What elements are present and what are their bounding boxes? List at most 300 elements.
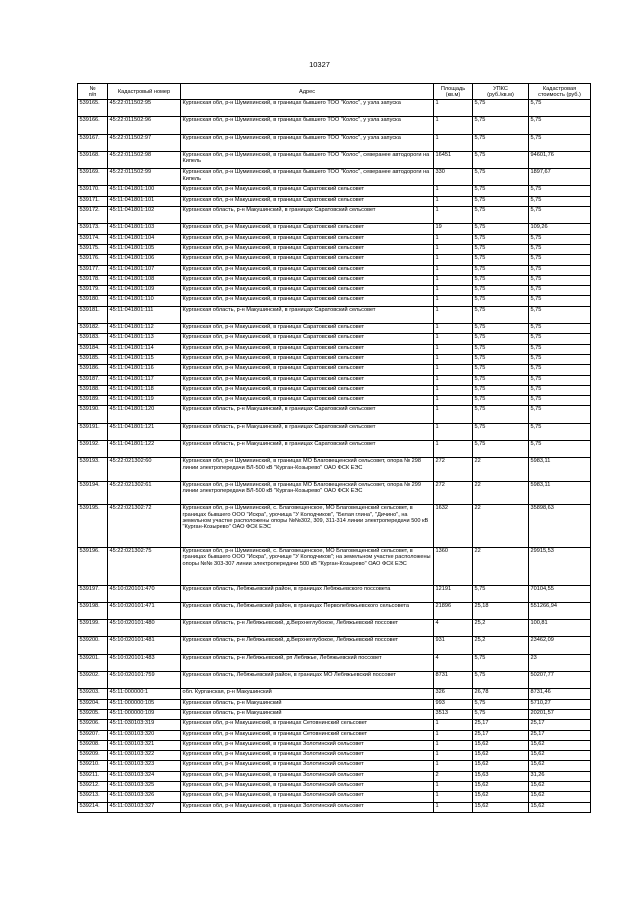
table-row: [78, 699, 591, 709]
cell-cadastral-number: 45:11:000000:109: [108, 709, 181, 719]
table-row: [78, 602, 591, 619]
table-row: [78, 396, 591, 406]
cell-area: 19: [434, 224, 473, 234]
cell-area: 1: [434, 740, 473, 750]
table-row: [78, 385, 591, 395]
cell-area: 4: [434, 654, 473, 671]
cell-num: 539202.: [78, 672, 108, 689]
cell-num: 539173.: [78, 224, 108, 234]
cell-cadastral-cost: 15,62: [529, 782, 591, 792]
cell-address: Курганская обл, р-н Шумихинский, в границах бывшего ТОО "Колос", северанее автодороги на Кипель: [181, 169, 434, 186]
cell-upks: 5,75: [473, 396, 529, 406]
header-cadastral-cost: [529, 84, 591, 100]
cell-num: 539190.: [78, 406, 108, 423]
table-row: [78, 207, 591, 224]
table-row: [78, 792, 591, 802]
cell-num: 539179.: [78, 286, 108, 296]
cell-upks: 25,17: [473, 730, 529, 740]
cell-cadastral-number: 45:10:020101:759: [108, 672, 181, 689]
cell-cadastral-cost: 50207,77: [529, 672, 591, 689]
cell-area: 1: [434, 344, 473, 354]
table-row: [78, 286, 591, 296]
cell-num: 539199.: [78, 620, 108, 637]
cell-address: Курганская обл, р-н Макушинский, в границах Саратовский сельсовет: [181, 196, 434, 206]
cell-cadastral-cost: 5,75: [529, 234, 591, 244]
cell-cadastral-cost: 35898,63: [529, 505, 591, 548]
cell-address: Курганская область, Лебяжьевский район, в границах МО Лебяжьевский поссовет: [181, 672, 434, 689]
cell-cadastral-cost: 5,75: [529, 117, 591, 134]
cell-address: Курганская обл, р-н Макушинский, в границах Золотинский сельсовет: [181, 792, 434, 802]
cell-address: Курганская обл, р-н Макушинский, в границах Саратовский сельсовет: [181, 375, 434, 385]
cell-area: 16451: [434, 151, 473, 168]
cell-cadastral-number: 45:11:041801:115: [108, 354, 181, 364]
cell-cadastral-cost: 5,75: [529, 396, 591, 406]
cell-area: 1: [434, 334, 473, 344]
cell-upks: 5,75: [473, 354, 529, 364]
cell-cadastral-number: 45:22:011502:95: [108, 100, 181, 117]
table-body: [78, 100, 591, 813]
cell-cadastral-number: 45:10:020101:483: [108, 654, 181, 671]
cell-upks: 5,75: [473, 654, 529, 671]
cell-address: Курганская обл, р-н Макушинский, в границах Саратовский сельсовет: [181, 324, 434, 334]
cell-upks: 5,75: [473, 406, 529, 423]
cell-address: Курганская обл, р-н Макушинский, в границах Саратовский сельсовет: [181, 334, 434, 344]
cell-num: 539183.: [78, 334, 108, 344]
table-row: [78, 620, 591, 637]
cell-cadastral-number: 45:11:041801:101: [108, 196, 181, 206]
cell-upks: 5,75: [473, 151, 529, 168]
cell-upks: 5,75: [473, 196, 529, 206]
cell-cadastral-cost: 5,75: [529, 296, 591, 306]
cell-cadastral-cost: 100,81: [529, 620, 591, 637]
table-row: [78, 100, 591, 117]
cell-address: Курганская область, р-н Макушинский, в границах Саратовский сельсовет: [181, 406, 434, 423]
cell-num: 539209.: [78, 751, 108, 761]
table-row: [78, 782, 591, 792]
cell-num: 539177.: [78, 265, 108, 275]
cell-cadastral-number: 45:22:021302:61: [108, 481, 181, 504]
cell-address: Курганская обл, р-н Шумихинский, в границах МО Благовещенский сельсовет, опора № 298 линии электропередачи ВЛ-500 кВ "Курган-Козырево" ОАО ФСК ЕЭС: [181, 458, 434, 481]
cell-area: 12191: [434, 585, 473, 602]
cell-address: Курганская область, р-н Макушинский, в границах Саратовский сельсовет: [181, 441, 434, 458]
cell-address: Курганская обл, р-н Макушинский, в границах Золотинский сельсовет: [181, 771, 434, 781]
cell-upks: 5,75: [473, 385, 529, 395]
cell-num: 539169.: [78, 169, 108, 186]
cell-upks: 5,75: [473, 375, 529, 385]
cell-area: 272: [434, 481, 473, 504]
cell-cadastral-cost: 70104,55: [529, 585, 591, 602]
cell-area: 1: [434, 720, 473, 730]
cell-cadastral-cost: 5,75: [529, 255, 591, 265]
cell-cadastral-cost: 5,75: [529, 423, 591, 440]
cell-cadastral-cost: 5,75: [529, 344, 591, 354]
cell-address: Курганская обл, р-н Макушинский, в границах Золотинский сельсовет: [181, 782, 434, 792]
cell-num: 539207.: [78, 730, 108, 740]
cell-area: 1: [434, 100, 473, 117]
cell-num: 539205.: [78, 709, 108, 719]
cell-num: 539191.: [78, 423, 108, 440]
cell-area: 931: [434, 637, 473, 654]
cell-upks: 5,75: [473, 234, 529, 244]
cell-upks: 15,62: [473, 751, 529, 761]
cell-area: 1: [434, 196, 473, 206]
header-cadastral-cost-label: Кадастровая стоимость (руб.): [538, 85, 581, 98]
cell-address: Курганская обл, р-н Шумихинский, в границах бывшего ТОО "Колос", у узла запуска: [181, 117, 434, 134]
cell-address: Курганская обл, р-н Макушинский, в границах Сетовнинский сельсовет: [181, 730, 434, 740]
cell-cadastral-number: 45:11:000000:105: [108, 699, 181, 709]
cell-num: 539208.: [78, 740, 108, 750]
cell-cadastral-cost: 109,26: [529, 224, 591, 234]
header-area-label: Площадь (кв.м): [440, 85, 466, 98]
table-row: [78, 802, 591, 812]
cell-cadastral-number: 45:11:041801:103: [108, 224, 181, 234]
cell-cadastral-cost: 5,75: [529, 306, 591, 323]
cell-cadastral-cost: 5,75: [529, 354, 591, 364]
cell-upks: 5,75: [473, 423, 529, 440]
cell-num: 539171.: [78, 196, 108, 206]
cell-cadastral-cost: 5,75: [529, 275, 591, 285]
table-row: [78, 324, 591, 334]
cell-upks: 5,75: [473, 324, 529, 334]
cell-cadastral-cost: 20201,57: [529, 709, 591, 719]
cell-cadastral-number: 45:22:021302:60: [108, 458, 181, 481]
table-row: [78, 224, 591, 234]
cell-upks: 5,75: [473, 255, 529, 265]
cell-area: 1360: [434, 547, 473, 585]
cell-address: Курганская обл, р-н Макушинский, в границах Сетовнинский сельсовет: [181, 720, 434, 730]
table-row: [78, 654, 591, 671]
cell-upks: 5,75: [473, 286, 529, 296]
cell-area: 1: [434, 751, 473, 761]
table-row: [78, 720, 591, 730]
cell-area: 1: [434, 365, 473, 375]
cell-area: 1: [434, 802, 473, 812]
cell-area: 1: [434, 792, 473, 802]
cell-num: 539174.: [78, 234, 108, 244]
table-row: [78, 709, 591, 719]
cell-num: 539166.: [78, 117, 108, 134]
table-row: [78, 423, 591, 440]
cell-cadastral-cost: 5,75: [529, 244, 591, 254]
cell-cadastral-cost: 25,17: [529, 720, 591, 730]
cell-num: 539189.: [78, 396, 108, 406]
cell-upks: 5,75: [473, 365, 529, 375]
cell-cadastral-cost: 15,62: [529, 792, 591, 802]
cell-area: 1: [434, 234, 473, 244]
table-row: [78, 441, 591, 458]
cell-area: 1: [434, 385, 473, 395]
header-num: [78, 84, 108, 100]
cell-cadastral-number: 45:11:041801:117: [108, 375, 181, 385]
cadastral-table: [77, 83, 591, 813]
cell-cadastral-cost: 5,75: [529, 186, 591, 196]
cell-cadastral-cost: 8731,46: [529, 689, 591, 699]
cell-upks: 5,75: [473, 275, 529, 285]
cell-cadastral-number: 45:10:020101:481: [108, 637, 181, 654]
table-row: [78, 547, 591, 585]
cell-address: Курганская обл, р-н Макушинский, в границах Саратовский сельсовет: [181, 296, 434, 306]
cell-area: 1: [434, 296, 473, 306]
cell-area: 1: [434, 117, 473, 134]
cell-address: Курганская обл, р-н Макушинский, в границах Саратовский сельсовет: [181, 244, 434, 254]
cell-upks: 5,75: [473, 296, 529, 306]
cell-cadastral-number: 45:11:030103:324: [108, 771, 181, 781]
cell-cadastral-number: 45:11:041801:111: [108, 306, 181, 323]
cell-cadastral-cost: 23462,09: [529, 637, 591, 654]
cell-area: 8731: [434, 672, 473, 689]
cell-cadastral-cost: 1897,67: [529, 169, 591, 186]
cell-address: Курганская обл, р-н Макушинский, в границах Саратовский сельсовет: [181, 234, 434, 244]
cell-cadastral-number: 45:11:041801:119: [108, 396, 181, 406]
cell-cadastral-number: 45:10:020101:471: [108, 602, 181, 619]
cell-cadastral-number: 45:11:041801:110: [108, 296, 181, 306]
cell-upks: 15,62: [473, 740, 529, 750]
cell-cadastral-cost: 31,26: [529, 771, 591, 781]
cell-num: 539206.: [78, 720, 108, 730]
table-row: [78, 196, 591, 206]
cell-cadastral-number: 45:11:041801:113: [108, 334, 181, 344]
cell-num: 539200.: [78, 637, 108, 654]
cell-area: 1: [434, 186, 473, 196]
cell-cadastral-number: 45:11:030103:323: [108, 761, 181, 771]
cell-cadastral-cost: 5,75: [529, 406, 591, 423]
cell-upks: 5,75: [473, 709, 529, 719]
cell-address: Курганская обл, р-н Макушинский, в границах Саратовский сельсовет: [181, 286, 434, 296]
cell-cadastral-cost: 23: [529, 654, 591, 671]
cell-cadastral-cost: 5710,27: [529, 699, 591, 709]
cell-upks: 5,75: [473, 441, 529, 458]
cell-area: 1: [434, 441, 473, 458]
cell-cadastral-number: 45:11:041801:112: [108, 324, 181, 334]
cell-cadastral-number: 45:11:030103:325: [108, 782, 181, 792]
cell-cadastral-number: 45:11:041801:100: [108, 186, 181, 196]
cell-area: 2: [434, 771, 473, 781]
cell-cadastral-number: 45:22:011502:99: [108, 169, 181, 186]
cell-upks: 5,75: [473, 224, 529, 234]
cell-upks: 5,75: [473, 169, 529, 186]
cell-upks: 15,62: [473, 761, 529, 771]
cell-num: 539178.: [78, 275, 108, 285]
cell-area: 330: [434, 169, 473, 186]
cell-upks: 22: [473, 458, 529, 481]
cell-num: 539165.: [78, 100, 108, 117]
cell-cadastral-number: 45:11:030103:326: [108, 792, 181, 802]
cell-upks: 26,78: [473, 689, 529, 699]
cell-num: 539186.: [78, 365, 108, 375]
cell-cadastral-number: 45:11:041801:114: [108, 344, 181, 354]
cell-cadastral-cost: 5,75: [529, 196, 591, 206]
cell-cadastral-number: 45:10:020101:480: [108, 620, 181, 637]
table-row: [78, 761, 591, 771]
cell-address: Курганская область, Лебяжьевский район, в границах Перволебяжьевского сельсовета: [181, 602, 434, 619]
cell-cadastral-cost: 29915,53: [529, 547, 591, 585]
cell-upks: 5,75: [473, 585, 529, 602]
cell-upks: 25,2: [473, 637, 529, 654]
table-row: [78, 771, 591, 781]
cell-cadastral-number: 45:11:041801:107: [108, 265, 181, 275]
cell-upks: 15,62: [473, 792, 529, 802]
cell-area: 1: [434, 406, 473, 423]
cell-address: Курганская обл, р-н Макушинский, в границах Золотинский сельсовет: [181, 802, 434, 812]
cell-area: 272: [434, 458, 473, 481]
table-row: [78, 265, 591, 275]
cell-cadastral-number: 45:11:030103:321: [108, 740, 181, 750]
cell-address: Курганская область, р-н Лебяжьевский, рп Лебяжье, Лебяжьевский поссовет: [181, 654, 434, 671]
cell-cadastral-cost: 5,75: [529, 134, 591, 151]
cell-area: 1: [434, 354, 473, 364]
cell-address: Курганская область, р-н Макушинский: [181, 709, 434, 719]
cell-area: 1: [434, 782, 473, 792]
cell-num: 539214.: [78, 802, 108, 812]
cell-cadastral-number: 45:11:041801:106: [108, 255, 181, 265]
cell-upks: 5,75: [473, 672, 529, 689]
cell-address: Курганская обл, р-н Шумихинский, в границах бывшего ТОО "Колос", у узла запуска: [181, 100, 434, 117]
cell-area: 21896: [434, 602, 473, 619]
cell-address: Курганская обл, р-н Макушинский, в границах Саратовский сельсовет: [181, 186, 434, 196]
header-address-label: Адрес: [298, 88, 315, 95]
cell-upks: 5,75: [473, 306, 529, 323]
cell-cadastral-number: 45:22:011502:96: [108, 117, 181, 134]
cell-cadastral-number: 45:11:041801:118: [108, 385, 181, 395]
cell-num: 539204.: [78, 699, 108, 709]
table-row: [78, 255, 591, 265]
cell-area: 1: [434, 207, 473, 224]
cell-address: Курганская обл, р-н Макушинский, в границах Саратовский сельсовет: [181, 224, 434, 234]
cell-address: Курганская область, р-н Лебяжьевский, д.Верхнеглубокое, Лебяжьевский поссовет: [181, 637, 434, 654]
cell-cadastral-number: 45:11:041801:102: [108, 207, 181, 224]
cell-num: 539213.: [78, 792, 108, 802]
table-row: [78, 334, 591, 344]
cell-upks: 5,75: [473, 100, 529, 117]
cell-cadastral-number: 45:11:041801:120: [108, 406, 181, 423]
cell-address: Курганская область, р-н Макушинский, в границах Саратовский сельсовет: [181, 306, 434, 323]
cell-cadastral-cost: 5,75: [529, 207, 591, 224]
cell-area: 1632: [434, 505, 473, 548]
cell-area: 1: [434, 275, 473, 285]
table-row: [78, 672, 591, 689]
cell-cadastral-number: 45:11:030103:319: [108, 720, 181, 730]
table-row: [78, 354, 591, 364]
cell-num: 539182.: [78, 324, 108, 334]
cell-address: Курганская обл, р-н Макушинский, в границах Золотинский сельсовет: [181, 751, 434, 761]
cell-upks: 5,75: [473, 265, 529, 275]
cell-address: Курганская область, р-н Макушинский: [181, 699, 434, 709]
cell-num: 539172.: [78, 207, 108, 224]
cell-num: 539168.: [78, 151, 108, 168]
cell-address: Курганская обл, р-н Макушинский, в границах Саратовский сельсовет: [181, 354, 434, 364]
cell-area: 1: [434, 396, 473, 406]
cell-cadastral-cost: 15,62: [529, 802, 591, 812]
cell-cadastral-cost: 5,75: [529, 385, 591, 395]
cell-cadastral-cost: 5983,11: [529, 481, 591, 504]
cell-cadastral-cost: 5,75: [529, 286, 591, 296]
cell-num: 539167.: [78, 134, 108, 151]
cell-address: Курганская обл, р-н Макушинский, в границах Золотинский сельсовет: [181, 740, 434, 750]
cell-num: 539192.: [78, 441, 108, 458]
cell-cadastral-cost: 15,62: [529, 761, 591, 771]
cell-upks: 5,75: [473, 186, 529, 196]
cell-cadastral-number: 45:11:041801:116: [108, 365, 181, 375]
table-row: [78, 751, 591, 761]
cell-num: 539193.: [78, 458, 108, 481]
cell-cadastral-cost: 5,75: [529, 441, 591, 458]
cell-address: Курганская обл, р-н Макушинский, в границах Саратовский сельсовет: [181, 265, 434, 275]
cell-num: 539201.: [78, 654, 108, 671]
cell-cadastral-cost: 94601,76: [529, 151, 591, 168]
cell-cadastral-number: 45:11:041801:105: [108, 244, 181, 254]
cell-num: 539175.: [78, 244, 108, 254]
cell-upks: 5,75: [473, 334, 529, 344]
cell-cadastral-cost: 551266,94: [529, 602, 591, 619]
table-row: [78, 306, 591, 323]
table-row: [78, 740, 591, 750]
cell-cadastral-cost: 5,75: [529, 365, 591, 375]
table-row: [78, 117, 591, 134]
header-num-label: № п/п: [88, 85, 97, 98]
header-area: [434, 84, 473, 100]
cell-area: 1: [434, 265, 473, 275]
cell-upks: 22: [473, 547, 529, 585]
cell-upks: 22: [473, 481, 529, 504]
cell-address: Курганская обл, р-н Макушинский, в границах Золотинский сельсовет: [181, 761, 434, 771]
table-row: [78, 637, 591, 654]
cell-area: 1: [434, 244, 473, 254]
cell-num: 539181.: [78, 306, 108, 323]
cell-cadastral-number: 45:11:030103:320: [108, 730, 181, 740]
cell-upks: 15,62: [473, 782, 529, 792]
table-row: [78, 344, 591, 354]
cell-cadastral-number: 45:11:030103:322: [108, 751, 181, 761]
cell-area: 1: [434, 255, 473, 265]
cell-cadastral-cost: 5,75: [529, 334, 591, 344]
cell-address: Курганская область, р-н Лебяжьевский, д.Верхнеглубокое, Лебяжьевский поссовет: [181, 620, 434, 637]
cell-address: Курганская обл, р-н Шумихинский, в границах бывшего ТОО "Колос", у узла запуска: [181, 134, 434, 151]
cell-area: 1: [434, 730, 473, 740]
cell-address: Курганская обл, р-н Шумихинский, с. Благовещенское, МО Благовещенский сельсовет, в границах бывшего ООО "Искра", урочища "У Колодчиков", "Белая глина", "Дичино", на земельном участке расположены опоры №№302, 309, 311-314 линии электропередачи 500 кВ "Курган-Козырево" ОАО ФСК ЕЭС: [181, 505, 434, 548]
cell-upks: 5,75: [473, 699, 529, 709]
page-number: 10327: [309, 60, 330, 69]
cell-upks: 5,75: [473, 117, 529, 134]
cell-cadastral-cost: 5,75: [529, 324, 591, 334]
cell-cadastral-cost: 15,62: [529, 751, 591, 761]
cell-cadastral-cost: 5,75: [529, 100, 591, 117]
table-row: [78, 134, 591, 151]
table-row: [78, 234, 591, 244]
cell-num: 539212.: [78, 782, 108, 792]
cell-address: Курганская обл, р-н Макушинский, в границах Саратовский сельсовет: [181, 275, 434, 285]
cell-address: Курганская область, Лебяжьевский район, в границах Лебяжьевского поссовета: [181, 585, 434, 602]
cell-num: 539194.: [78, 481, 108, 504]
table-row: [78, 458, 591, 481]
cell-upks: 25,17: [473, 720, 529, 730]
cell-upks: 25,18: [473, 602, 529, 619]
table-row: [78, 505, 591, 548]
cell-num: 539210.: [78, 761, 108, 771]
cell-address: Курганская область, р-н Макушинский, в границах Саратовский сельсовет: [181, 207, 434, 224]
cell-upks: 5,75: [473, 207, 529, 224]
cell-area: 1: [434, 324, 473, 334]
cell-address: Курганская обл, р-н Шумихинский, в границах бывшего ТОО "Колос", северанее автодороги на Кипель: [181, 151, 434, 168]
cell-num: 539197.: [78, 585, 108, 602]
cell-num: 539195.: [78, 505, 108, 548]
table-row: [78, 406, 591, 423]
cell-cadastral-cost: 5983,11: [529, 458, 591, 481]
cell-num: 539187.: [78, 375, 108, 385]
table-row: [78, 186, 591, 196]
cell-cadastral-number: 45:11:030103:327: [108, 802, 181, 812]
table-row: [78, 365, 591, 375]
cell-num: 539203.: [78, 689, 108, 699]
